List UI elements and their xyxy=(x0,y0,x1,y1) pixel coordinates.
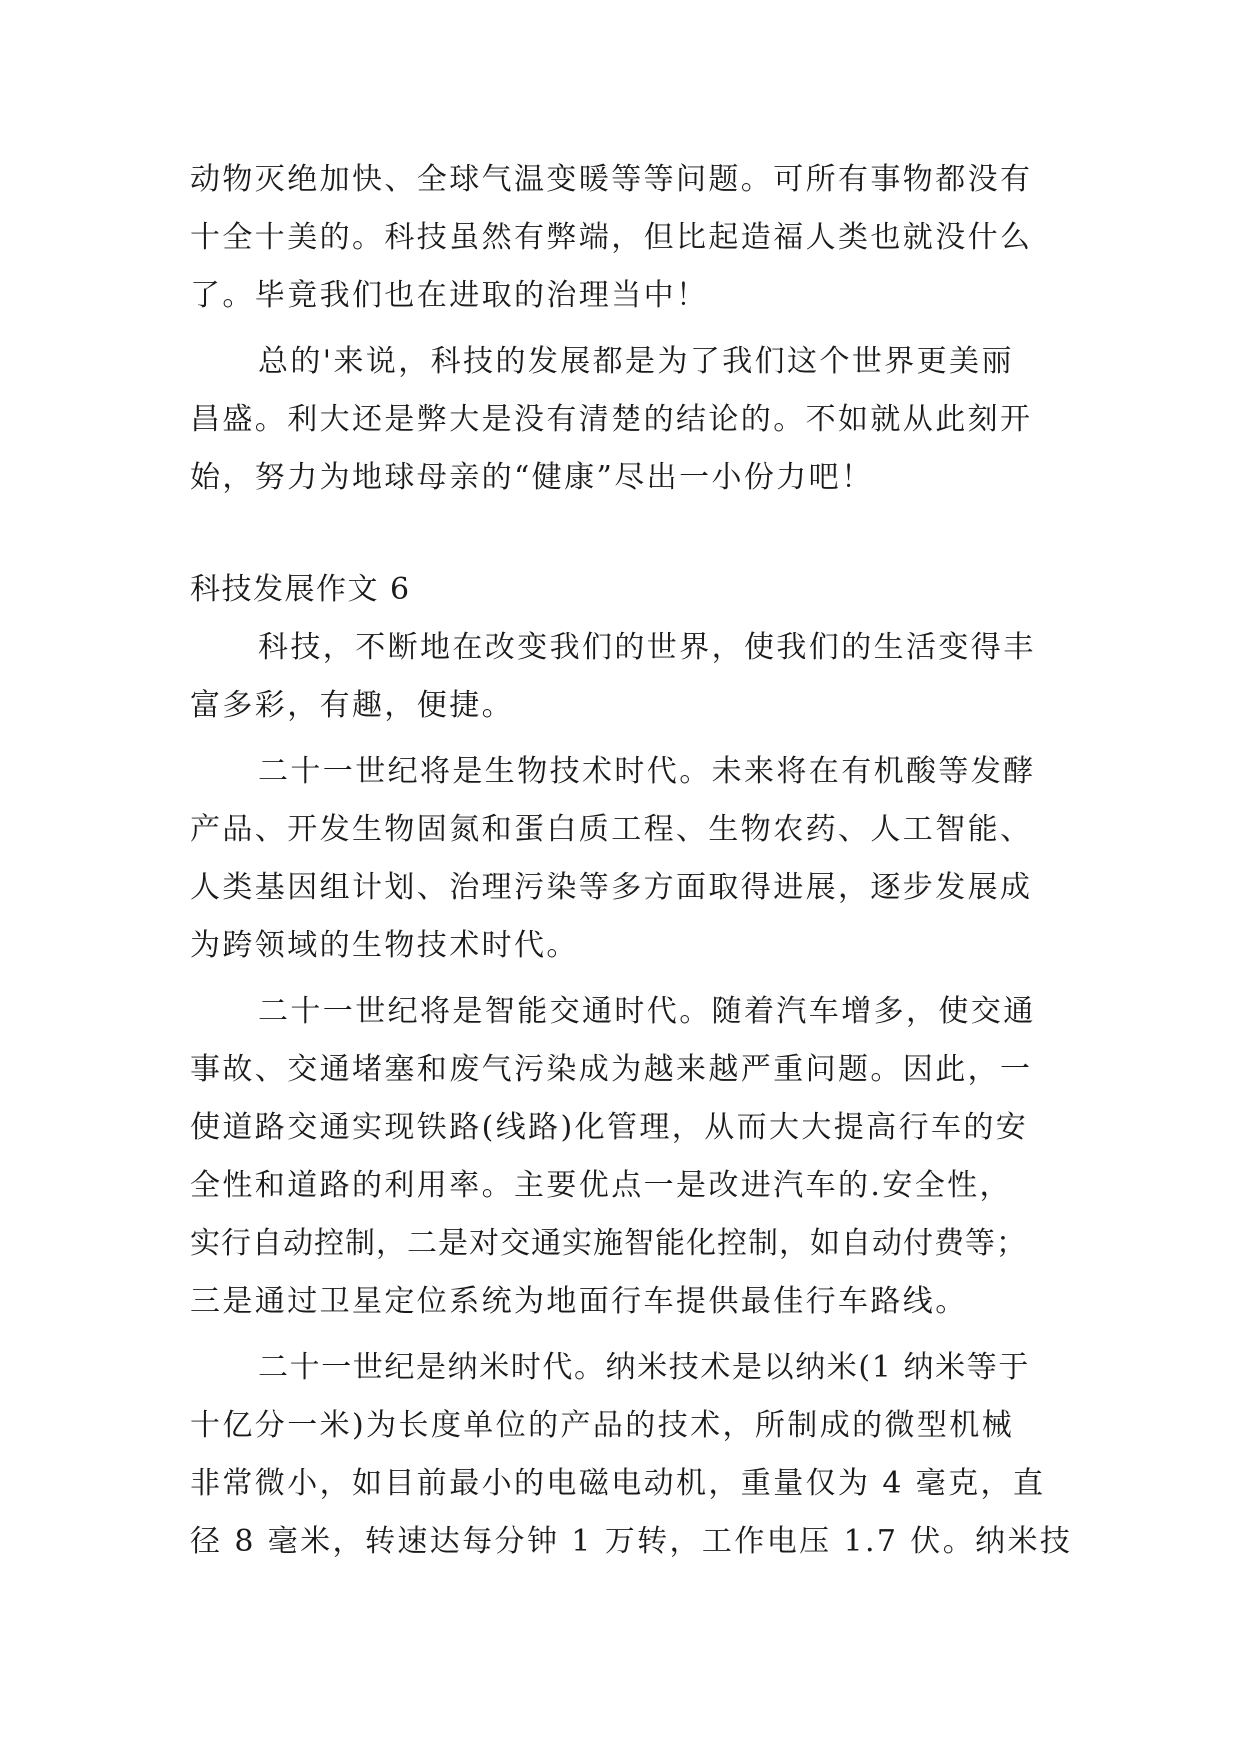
paragraph-line: 十亿分一米)为长度单位的产品的技术，所制成的微型机械 xyxy=(190,1408,1015,1443)
paragraph-line: 非常微小，如目前最小的电磁电动机，重量仅为 4 毫克，直 xyxy=(190,1466,1046,1501)
paragraph-line: 三是通过卫星定位系统为地面行车提供最佳行车路线。 xyxy=(190,1284,968,1319)
paragraph-line: 动物灭绝加快、全球气温变暖等等问题。可所有事物都没有 xyxy=(190,162,1033,197)
paragraph-line: 事故、交通堵塞和废气污染成为越来越严重问题。因此，一 xyxy=(190,1052,1033,1087)
paragraph-line: 产品、开发生物固氮和蛋白质工程、生物农药、人工智能、 xyxy=(190,812,1033,847)
paragraph-line: 昌盛。利大还是弊大是没有清楚的结论的。不如就从此刻开 xyxy=(190,402,1033,437)
paragraph-line: 二十一世纪是纳米时代。纳米技术是以纳米(1 纳米等于 xyxy=(258,1350,1030,1385)
paragraph-line: 全性和道路的利用率。主要优点一是改进汽车的.安全性， xyxy=(190,1168,1012,1203)
paragraph-line: 实行自动控制，二是对交通实施智能化控制，如自动付费等； xyxy=(190,1226,1027,1261)
paragraph-line: 了。毕竟我们也在进取的治理当中！ xyxy=(190,278,709,313)
paragraph-line: 人类基因组计划、治理污染等多方面取得进展，逐步发展成 xyxy=(190,870,1033,905)
paragraph-line: 富多彩，有趣，便捷。 xyxy=(190,688,514,723)
paragraph-line: 始，努力为地球母亲的“健康”尽出一小份力吧！ xyxy=(190,460,874,495)
paragraph-line: 总的'来说，科技的发展都是为了我们这个世界更美丽 xyxy=(258,344,1014,379)
paragraph-line: 为跨领域的生物技术时代。 xyxy=(190,928,579,963)
paragraph-line: 径 8 毫米，转速达每分钟 1 万转，工作电压 1.7 伏。纳米技 xyxy=(190,1524,1073,1559)
paragraph-line: 科技，不断地在改变我们的世界，使我们的生活变得丰 xyxy=(258,630,1036,665)
paragraph-line: 二十一世纪将是智能交通时代。随着汽车增多，使交通 xyxy=(258,994,1036,1029)
paragraph-line: 使道路交通实现铁路(线路)化管理，从而大大提高行车的安 xyxy=(190,1110,1029,1145)
section-title: 科技发展作文 6 xyxy=(190,572,411,607)
paragraph-line: 十全十美的。科技虽然有弊端，但比起造福人类也就没什么 xyxy=(190,220,1033,255)
paragraph-line: 二十一世纪将是生物技术时代。未来将在有机酸等发酵 xyxy=(258,754,1036,789)
